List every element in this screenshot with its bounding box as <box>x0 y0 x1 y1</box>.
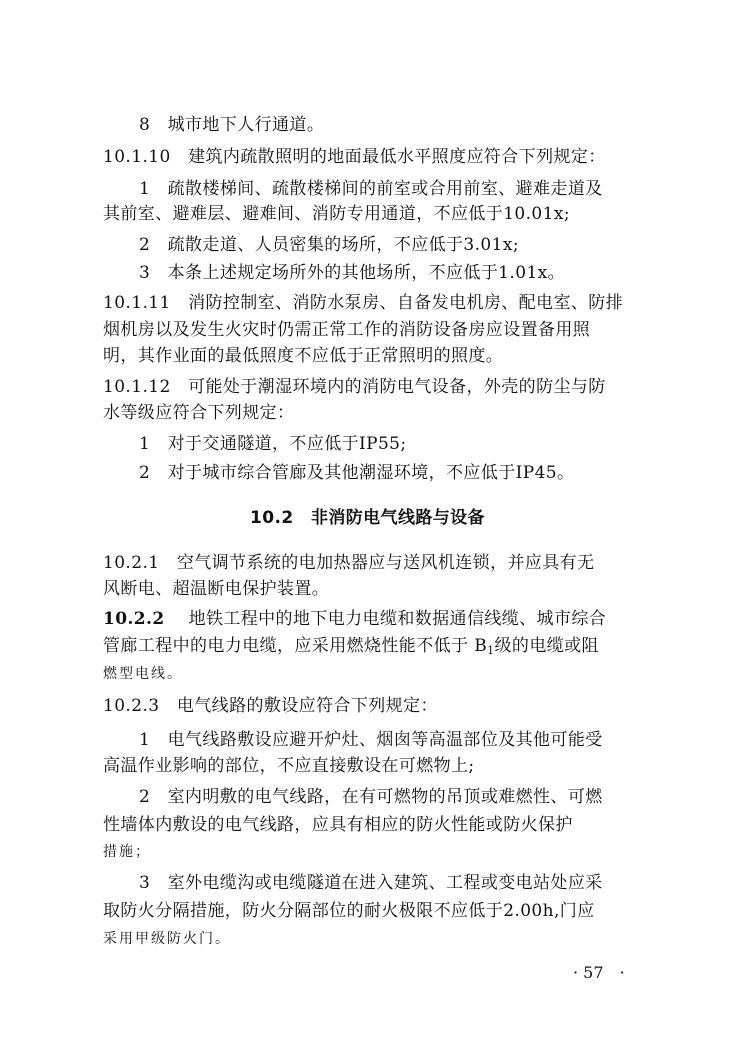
text-line: 1 电气线路敷设应避开炉灶、烟囱等高温部位及其他可能受 <box>139 730 603 750</box>
text-line: 水等级应符合下列规定： <box>103 403 295 423</box>
text-line: 高温作业影响的部位，不应直接敷设在可燃物上; <box>103 756 475 776</box>
text-line: 其前室、避难层、避难间、消防专用通道，不应低于10.01x; <box>103 204 570 224</box>
text-line: 1 疏散楼梯间、疏散楼梯间的前室或合用前室、避难走道及 <box>139 179 603 199</box>
text-line: 2 室内明敷的电气线路，在有可燃物的吊顶或难燃性、可燃 <box>139 787 603 807</box>
clause-10-1-10: 10.1.10 建筑内疏散照明的地面最低水平照度应符合下列规定： <box>103 147 606 167</box>
text-line: 2 对于城市综合管廊及其他潮湿环境，不应低于IP45。 <box>139 463 575 483</box>
text-part: 级的电缆或阻 <box>494 636 599 656</box>
clause-10-1-11: 10.1.11 消防控制室、消防水泵房、自备发电机房、配电室、防排 <box>103 293 624 313</box>
text-line: 烟机房以及发生火灾时仍需正常工作的消防设备房应设置备用照 <box>103 320 591 340</box>
clause-number: 10.2.2 <box>103 609 165 629</box>
clause-10-2-3: 10.2.3 电气线路的敷设应符合下列规定： <box>103 696 438 716</box>
page-number: · 57 · <box>573 963 625 982</box>
clause-text: 地铁工程中的地下电力电缆和数据通信线缆、城市综合 <box>188 609 607 629</box>
section-heading: 10.2 非消防电气线路与设备 <box>250 508 485 528</box>
text-line: 3 室外电缆沟或电缆隧道在进入建筑、工程或变电站处应采 <box>139 873 603 893</box>
text-line: 采用甲级防火门。 <box>103 931 231 947</box>
clause-10-2-1: 10.2.1 空气调节系统的电加热器应与送风机连锁，并应具有无 <box>103 553 595 573</box>
text-line: 燃型电线。 <box>103 666 183 682</box>
clause-10-1-12: 10.1.12 可能处于潮湿环境内的消防电气设备，外壳的防尘与防 <box>103 377 606 397</box>
text-line: 性墙体内敷设的电气线路，应具有相应的防火性能或防火保护 <box>103 815 573 835</box>
text-line: 措施； <box>103 844 151 860</box>
text-line: 2 疏散走道、人员密集的场所，不应低于3.01x; <box>139 235 519 255</box>
text-line: 8 城市地下人行通道。 <box>139 115 325 135</box>
text-line: 1 对于交通隧道，不应低于IP55; <box>139 434 407 454</box>
text-line: 明，其作业面的最低照度不应低于正常照明的照度。 <box>103 346 504 366</box>
text-line: 3 本条上述规定场所外的其他场所，不应低于1.01x。 <box>139 263 566 283</box>
text-part: 管廊工程中的电力电缆，应采用燃烧性能不低于 B <box>103 636 488 656</box>
text-line: 风断电、超温断电保护装置。 <box>103 579 330 599</box>
subscript: 1 <box>487 644 495 657</box>
text-line <box>103 636 599 661</box>
clause-10-2-2 <box>103 609 606 629</box>
text-line: 取防火分隔措施，防火分隔部位的耐火极限不应低于2.00h,门应 <box>103 901 595 921</box>
